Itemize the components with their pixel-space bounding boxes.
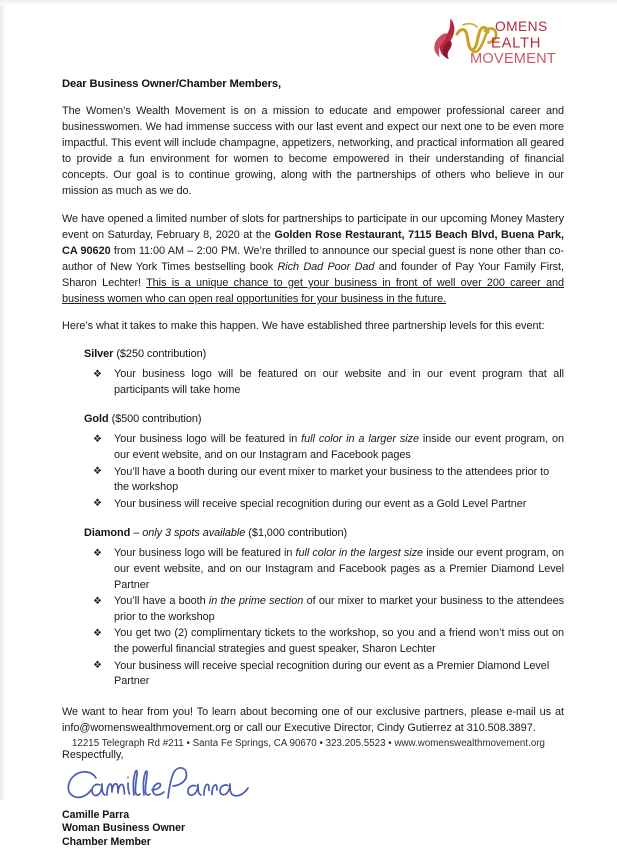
letter-body bbox=[62, 78, 564, 849]
signature-block bbox=[62, 809, 564, 849]
tier-name-gold: Gold bbox=[84, 413, 109, 426]
list-item bbox=[84, 465, 564, 496]
page-footer: 12215 Telegraph Rd #211 • Santa Fe Springs, CA 90670 • 323.205.5523 • www.womenswealthmovement.org bbox=[71, 738, 545, 749]
list-item bbox=[84, 367, 564, 398]
tier-name-silver: Silver bbox=[84, 348, 114, 361]
benefits-list-gold bbox=[62, 432, 564, 512]
benefit-emphasis: in the prime section bbox=[208, 595, 304, 608]
handwritten-signature bbox=[62, 765, 292, 807]
list-item bbox=[84, 432, 564, 463]
diamond-bullet-icon: ❖ bbox=[93, 547, 102, 559]
benefit-text: of our mixer to market your business to the attendees prior to the workshop bbox=[114, 595, 565, 623]
paragraph-levels-intro: Here’s what it takes to make this happen. We have established three partnership levels for this event: bbox=[62, 320, 545, 333]
book-title: Rich Dad Poor Dad bbox=[277, 260, 375, 273]
letterhead-logo bbox=[429, 14, 579, 76]
list-item bbox=[84, 626, 564, 657]
scan-edge-shadow-left bbox=[0, 0, 7, 800]
tier-contribution-silver: ($250 contribution) bbox=[113, 348, 207, 361]
woman-silhouette-icon bbox=[434, 19, 454, 60]
signer-title: Woman Business Owner bbox=[62, 822, 186, 835]
tier-contribution-diamond: ($1,000 contribution) bbox=[245, 527, 348, 540]
benefit-text: Your business will receive special recognition during our event as a Premier Diamond Level Partner bbox=[114, 659, 550, 688]
tier-heading-gold bbox=[62, 411, 564, 427]
emphasis-underlined: This is a unique chance to get your business in front of well over 200 career and business women who can open real opportunities for your business in the future. bbox=[62, 276, 564, 306]
paragraph-intro: The Women’s Wealth Movement is on a mission to educate and empower professional career and businesswomen. We had immense success with our last event and expect our next one to be even more impactful. This event will include champagne, appetizers, networking, and practical information all geared to provide a fun environment for women to become empowered in their understanding of financial concepts. Our goal is to continue growing, along with the partnerships of others who believe in our mission as much as we do. bbox=[62, 105, 564, 198]
benefit-emphasis: full color in a larger size bbox=[301, 433, 419, 446]
signer-affiliation: Chamber Member bbox=[62, 835, 151, 848]
benefit-emphasis: full color in the largest size bbox=[295, 547, 424, 560]
diamond-bullet-icon: ❖ bbox=[93, 433, 102, 445]
benefit-text: Your business logo will be featured in bbox=[114, 547, 296, 560]
benefit-text: Your business logo will be featured on our website and in our event program that all participants will take home bbox=[114, 368, 564, 396]
salutation: Dear Business Owner/Chamber Members, bbox=[62, 78, 281, 90]
list-item bbox=[84, 497, 564, 513]
benefits-list-silver bbox=[62, 367, 564, 398]
tier-contribution-gold: ($500 contribution) bbox=[108, 413, 202, 426]
closing-salutation: Respectfully, bbox=[62, 748, 124, 761]
tier-heading-silver bbox=[62, 346, 564, 362]
list-item bbox=[84, 594, 564, 625]
scan-edge-shadow-top bbox=[0, 0, 617, 5]
benefit-text: You’ll have a booth during our event mixer to market your business to the attendees prior to the workshop bbox=[114, 465, 550, 494]
logo-text-ealth: EALTH bbox=[491, 35, 542, 52]
venue-address: Golden Rose Restaurant, 7115 Beach Blvd, Buena Park, CA 90620 bbox=[62, 228, 564, 257]
diamond-bullet-icon: ❖ bbox=[93, 466, 102, 478]
benefit-text: Your business will receive special recognition during our event as a Gold Level Partner bbox=[114, 497, 527, 510]
benefit-text: You’ll have a booth bbox=[114, 595, 209, 608]
diamond-bullet-icon: ❖ bbox=[93, 660, 102, 672]
list-item bbox=[84, 546, 564, 593]
tier-availability-note: only 3 spots available bbox=[142, 527, 246, 540]
benefit-text: You get two (2) complimentary tickets to the workshop, so you and a friend won’t miss out on the powerful financial strategies and guest speaker, Sharon Lechter bbox=[114, 627, 564, 655]
tier-heading-diamond bbox=[62, 525, 564, 541]
benefit-text: Your business logo will be featured in bbox=[114, 433, 302, 446]
tier-name-diamond: Diamond bbox=[84, 527, 131, 540]
logo-text-movement: MOVEMENT bbox=[470, 51, 556, 67]
diamond-bullet-icon: ❖ bbox=[93, 595, 102, 607]
diamond-bullet-icon: ❖ bbox=[93, 498, 102, 510]
paragraph-event-details: We have opened a limited number of slots for partnerships to participate in our upcoming Money Mastery event on Saturday, February 8, 2020 at the Golden Rose Restaurant, 7115 Beach Blvd, Buena Park, CA 90620 from 11:00 AM – 2:00 PM. We’re thrilled to announce our special guest is none other than co-author of New York Times bestselling book Rich Dad Poor Dad and founder of Pay Your Family First, Sharon Lechter! This is a unique chance to get your business in front of well over 200 career and business women who can open real opportunities for your business in the future. bbox=[62, 212, 564, 306]
diamond-bullet-icon: ❖ bbox=[93, 368, 102, 380]
logo-text-omens: OMENS bbox=[495, 19, 548, 34]
signer-name: Camille Parra bbox=[62, 808, 130, 821]
tier-dash: – bbox=[130, 527, 143, 540]
diamond-bullet-icon: ❖ bbox=[93, 627, 102, 639]
benefits-list-diamond bbox=[62, 546, 564, 689]
benefit-text: inside our event program, on our event website, and on our Instagram and Facebook pages as a Premier Diamond Level Partner bbox=[114, 547, 565, 591]
paragraph-closing: We want to hear from you! To learn about becoming one of our exclusive partners, please e-mail us at info@womenswealthmovement.org or call our Executive Director, Cindy Gutierrez at 310.508.3897. bbox=[62, 705, 564, 734]
benefit-text: inside our event program, on our event website, and on our Instagram and Facebook pages bbox=[114, 433, 564, 461]
list-item bbox=[84, 659, 564, 690]
